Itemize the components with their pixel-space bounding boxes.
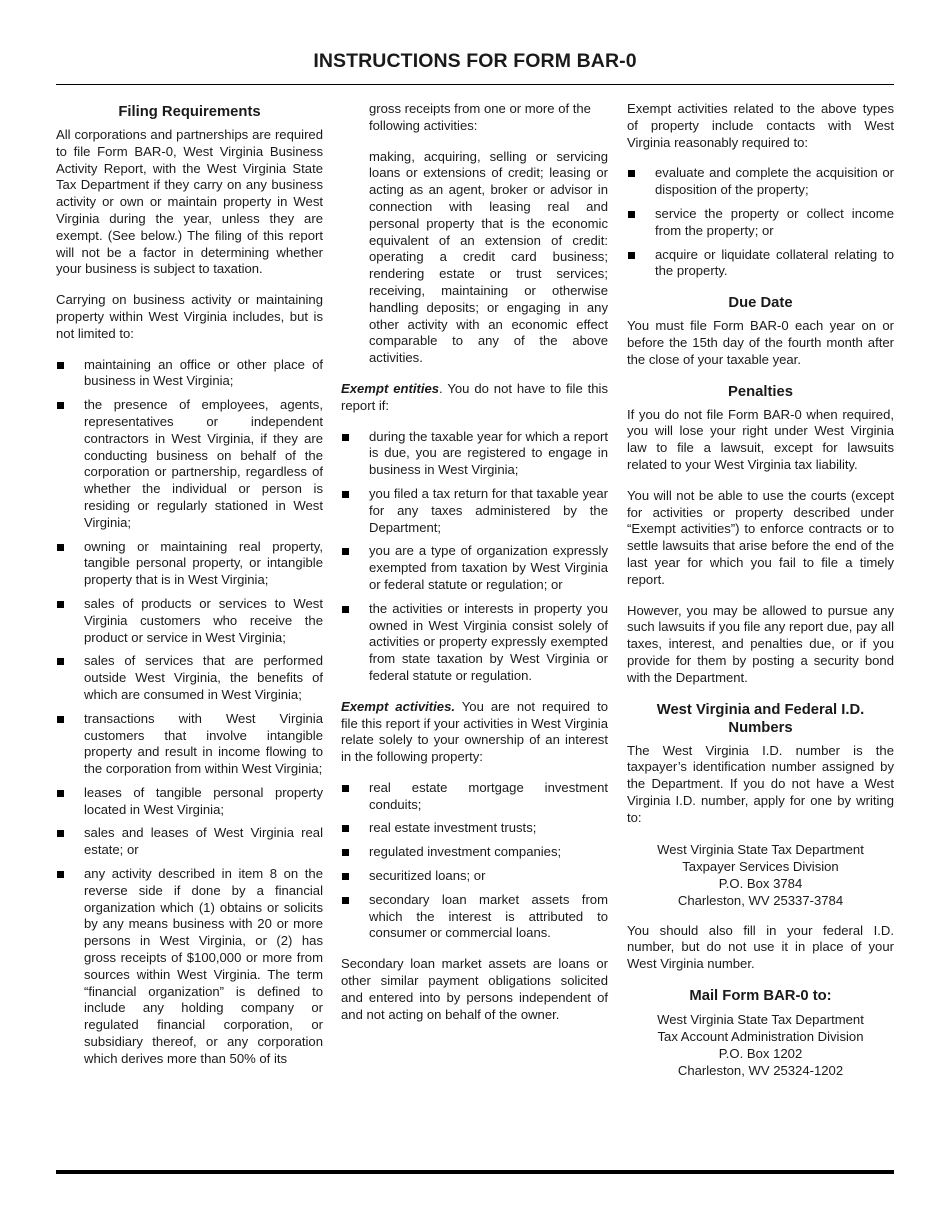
filing-paragraph-2: Carrying on business activity or maintaining property within West Virginia includes, but is not limited to: [56, 292, 323, 341]
exempt-entities-paragraph [341, 381, 608, 415]
list-item: sales of products or services to West Virginia customers who receive the product or service in West Virginia; [56, 596, 323, 646]
address-line: Tax Account Administration Division [657, 1028, 864, 1044]
list-item: transactions with West Virginia customers that involve intangible property and result in income flowing to the corporation from within West Virginia; [56, 711, 323, 778]
footer-rule [56, 1170, 894, 1174]
list-item: any activity described in item 8 on the reverse side if done by a financial organization which (1) obtains or solicits by any means business with 20 or more persons in West Virginia, or (2) has gross receipts of $100,000 or more from sources within West Virginia. The term “financial organization” is defined to include any holding company or regulated financial corporation, or subsidiary thereof, or any corporation which derives more than 50% of its [56, 866, 323, 1068]
list-item: sales and leases of West Virginia real estate; or [56, 825, 323, 859]
column-2 [341, 101, 608, 1037]
id-numbers-heading: West Virginia and Federal I.D. Numbers [656, 701, 865, 736]
address-line: Charleston, WV 25337-3784 [677, 892, 844, 908]
mail-form-heading: Mail Form BAR-0 to: [689, 987, 832, 1004]
exempt-entities-list [341, 429, 608, 685]
continued-text: gross receipts from one or more of the following activities: [369, 101, 591, 133]
penalties-paragraph-3: However, you may be allowed to pursue any such lawsuits if you file any report due, pay all taxes, interest, and penalties due, or if you provide for them by posting a security bond with the Department. [627, 602, 894, 685]
list-item: you are a type of organization expressly exempted from taxation by West Virginia or federal statute or regulation; or [341, 543, 608, 593]
list-item: during the taxable year for which a report is due, you are registered to engage in business in West Virginia; [341, 429, 608, 479]
mailing-address [627, 1011, 894, 1079]
list-item: real estate mortgage investment conduits; [341, 780, 608, 814]
id-numbers-text: The West Virginia I.D. number is the taxpayer’s identification number assigned by the Department. If you do not have a West Virginia I.D. number, apply for one by writing to: [627, 742, 894, 825]
address-line: West Virginia State Tax Department [657, 1011, 864, 1027]
address-line: West Virginia State Tax Department [657, 841, 864, 857]
list-item: owning or maintaining real property, tangible personal property, or intangible property that is in West Virginia; [56, 539, 323, 589]
list-item: sales of services that are performed outside West Virginia, the benefits of which are consumed in West Virginia; [56, 653, 323, 703]
list-item: maintaining an office or other place of business in West Virginia; [56, 357, 323, 391]
list-item: leases of tangible personal property located in West Virginia; [56, 785, 323, 819]
exempt-contacts-list [627, 165, 894, 280]
filing-requirements-heading: Filing Requirements [118, 104, 261, 120]
list-item: securitized loans; or [341, 868, 608, 885]
penalties-heading: Penalties [728, 383, 793, 400]
taxpayer-services-address [627, 841, 894, 909]
penalties-paragraph-1: If you do not file Form BAR-0 when required, you will lose your right under West Virginia law to file a lawsuit, except for lawsuits related to your West Virginia tax liability. [627, 406, 894, 472]
list-item: regulated investment companies; [341, 844, 608, 861]
title-divider [56, 84, 894, 85]
address-line: Charleston, WV 25324-1202 [677, 1062, 844, 1078]
address-line: Taxpayer Services Division [682, 858, 839, 874]
list-item: service the property or collect income from the property; or [627, 206, 894, 240]
exempt-activities-paragraph [341, 699, 608, 766]
list-item: secondary loan market assets from which the interest is attributed to consumer or commercial loans. [341, 892, 608, 942]
filing-paragraph-1: All corporations and partnerships are required to file Form BAR-0, West Virginia Business Activity Report, with the West Virginia State Tax Department if they carry on any business activity or own or maintain property in West Virginia during the year, unless they are exempt. (See below.) The filing of this report will not be a factor in determining whether your business is subject to taxation. [56, 127, 323, 277]
list-item: you filed a tax return for that taxable year for any taxes administered by the Department; [341, 486, 608, 536]
exempt-activities-intro: Exempt activities related to the above types of property include contacts with West Virginia reasonably required to: [627, 101, 894, 150]
list-item: real estate investment trusts; [341, 820, 608, 837]
column-3 [627, 101, 894, 1093]
exempt-activities-text: You are not required to file this report if your activities in West Virginia relate solely to your ownership of an interest in the following property: [341, 698, 608, 765]
due-date-heading: Due Date [728, 295, 793, 312]
address-line: P.O. Box 1202 [718, 1045, 803, 1061]
column-1 [56, 101, 323, 1082]
exempt-activities-label: Exempt activities. [341, 698, 455, 714]
list-item: acquire or liquidate collateral relating to the property. [627, 247, 894, 281]
list-item: the presence of employees, agents, representatives or independent contractors in West Virginia, if they are conducting business on behalf of the corporation or partnership, regardless of whether the individual or person is residing or regularly stationed in West Virginia; [56, 397, 323, 531]
secondary-loan-paragraph: Secondary loan market assets are loans or other similar payment obligations solicited and entered into by persons independent of and not acting on behalf of the owner. [341, 956, 608, 1022]
federal-id-text: You should also fill in your federal I.D. number, but do not use it in place of your West Virginia number. [627, 922, 894, 972]
exempt-entities-text: . You do not have to file this report if: [341, 380, 609, 413]
due-date-text: You must file Form BAR-0 each year on or before the 15th day of the fourth month after the close of your taxable year. [627, 318, 894, 367]
list-item: the activities or interests in property you owned in West Virginia consist solely of activities or property expressly exempted from state taxation by West Virginia or federal statute or regulation. [341, 601, 608, 685]
address-line: P.O. Box 3784 [718, 875, 803, 891]
business-activity-list [56, 357, 323, 1068]
list-item: evaluate and complete the acquisition or disposition of the property; [627, 165, 894, 199]
page-title: INSTRUCTIONS FOR FORM BAR-0 [313, 50, 637, 72]
financial-activities-text: making, acquiring, selling or servicing loans or extensions of credit; leasing or acting as an agent, broker or advisor in connection with leasing real and personal property that is the economic equivalent of an extension of credit: operating a credit card business; rendering estate or trust services; receiving, maintaining or otherwise handling deposits; or engaging in any other activity with an economic effect comparable to any of the above activities. [369, 148, 608, 366]
exempt-entities-label: Exempt entities [341, 380, 440, 396]
penalties-paragraph-2: You will not be able to use the courts (except for activities or property described under “Exempt activities”) to enforce contracts or to settle lawsuits that arise before the end of the last year for which you fail to file a timely report. [627, 487, 894, 587]
exempt-property-list [341, 780, 608, 942]
